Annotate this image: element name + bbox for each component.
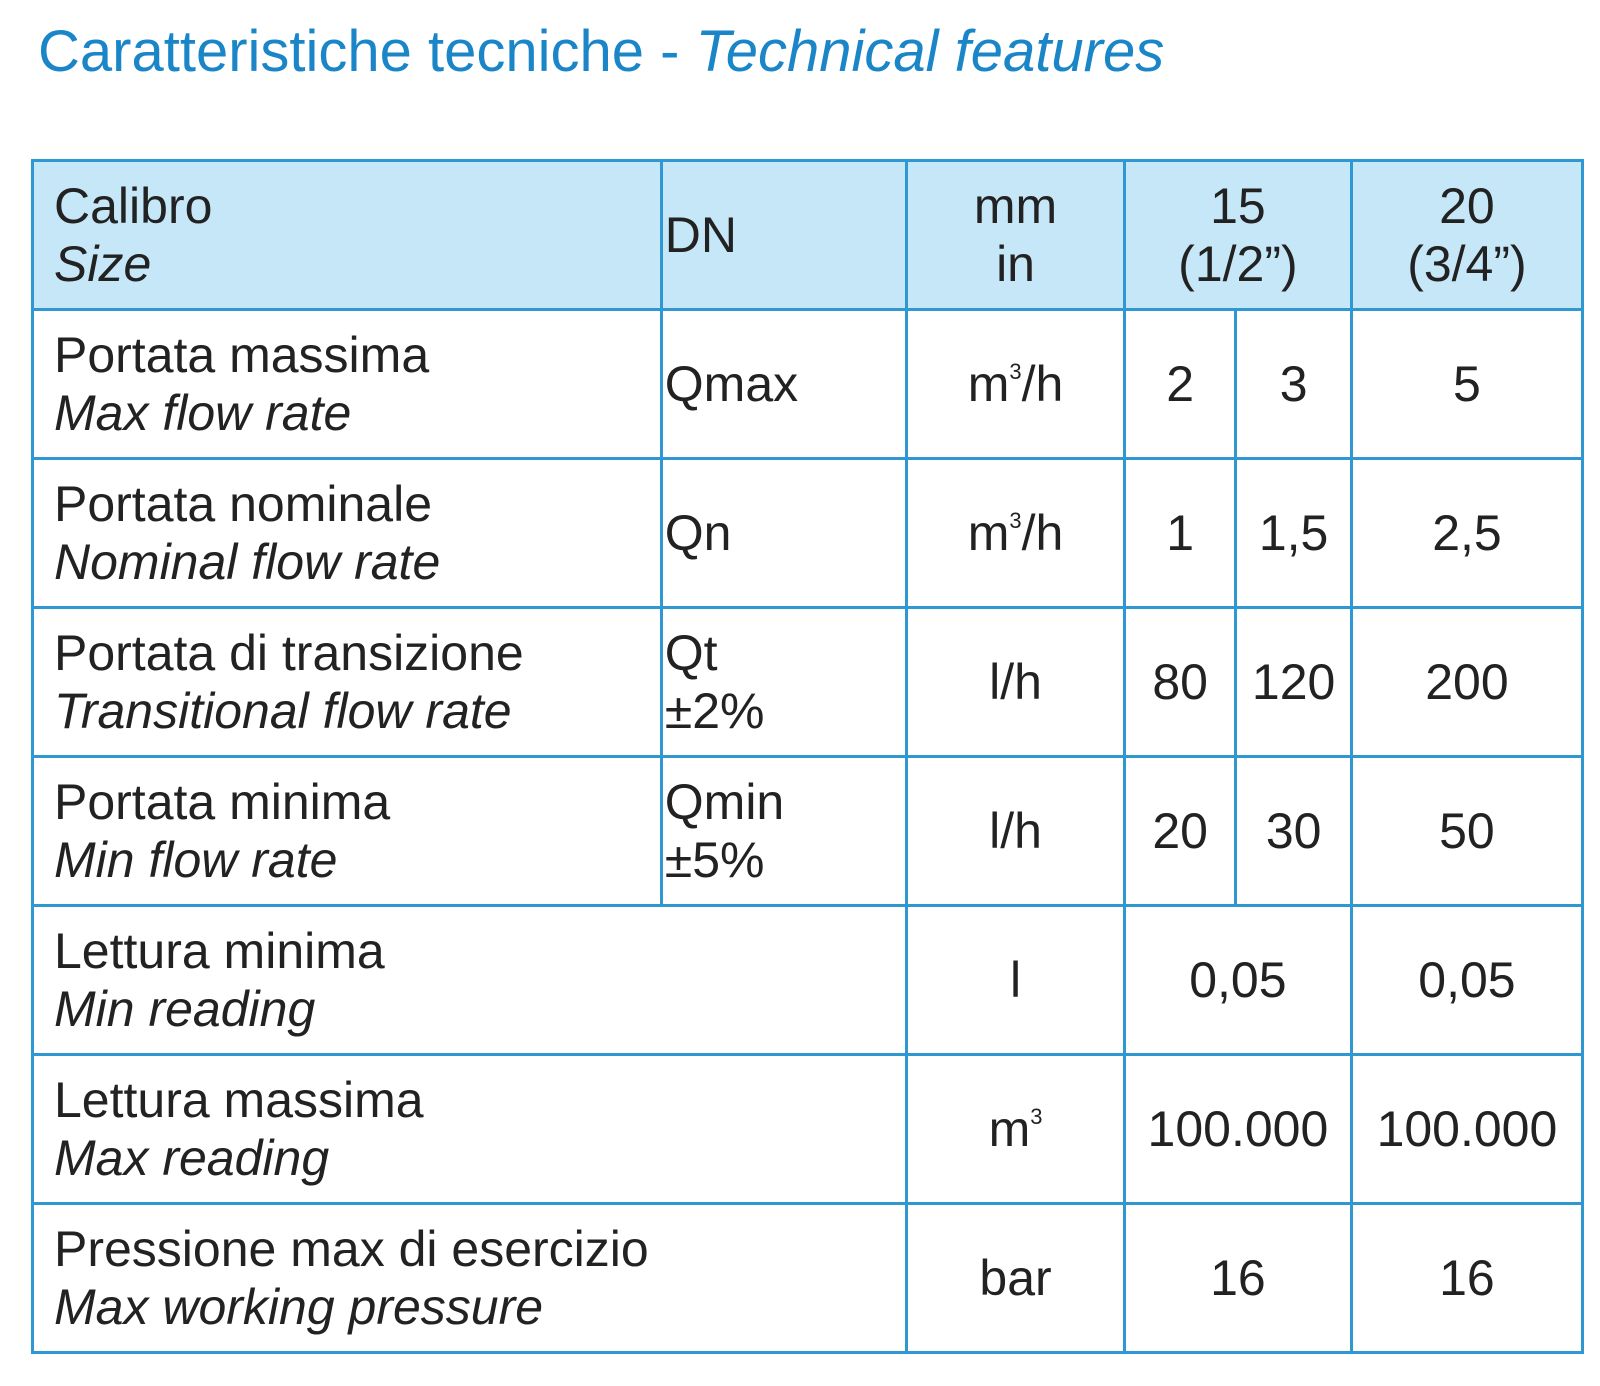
row-label-it: Pressione max di esercizio [54,1221,649,1277]
row-value-20: 16 [1351,1204,1582,1353]
header-symbol-text: DN [664,207,737,263]
row-value-15: 0,05 [1124,906,1351,1055]
header-size1-in: (1/2”) [1178,236,1298,292]
row-label-en: Max flow rate [54,385,352,441]
row-value-20: 50 [1351,757,1582,906]
row-unit: l/h [907,608,1125,757]
row-unit [907,310,1125,459]
row-label-en: Max working pressure [54,1279,544,1335]
row-value-15b: 1,5 [1236,459,1352,608]
title-italian: Caratteristiche tecniche - [38,19,696,84]
header-symbol [661,161,906,310]
header-label-en: Size [54,236,152,292]
row-unit [907,459,1125,608]
row-label [33,757,662,906]
row-value-20: 100.000 [1351,1055,1582,1204]
table-row [33,310,1583,459]
row-symbol-text: Qn [664,505,732,561]
unit-superscript: 3 [1009,508,1022,533]
row-symbol [661,310,906,459]
row-value-15: 16 [1124,1204,1351,1353]
technical-features-table [31,159,1584,1354]
header-size2-mm: 20 [1439,178,1495,234]
row-value-15a: 20 [1124,757,1235,906]
row-unit: l [907,906,1125,1055]
table-row [33,906,1583,1055]
table-header-row [33,161,1583,310]
header-size-20 [1351,161,1582,310]
page-title [38,12,1164,92]
row-value-20: 0,05 [1351,906,1582,1055]
header-size1-mm: 15 [1210,178,1266,234]
row-label-en: Min reading [54,981,316,1037]
table-row [33,1204,1583,1353]
header-size2-in: (3/4”) [1407,236,1527,292]
row-value-15b: 30 [1236,757,1352,906]
row-value-15a: 80 [1124,608,1235,757]
table-row [33,608,1583,757]
header-unit-in: in [996,236,1035,292]
header-unit [907,161,1125,310]
unit-base: m [967,356,1010,412]
row-value-15: 100.000 [1124,1055,1351,1204]
row-unit [907,1055,1125,1204]
row-symbol [661,459,906,608]
row-label-it: Lettura minima [54,923,385,979]
unit-suffix: /h [1021,356,1064,412]
header-label-it: Calibro [54,178,213,234]
row-value-20: 2,5 [1351,459,1582,608]
unit-base: m [988,1101,1031,1157]
row-label-en: Nominal flow rate [54,534,441,590]
row-value-20: 5 [1351,310,1582,459]
row-unit: bar [907,1204,1125,1353]
row-label [33,1204,907,1353]
row-symbol [661,608,906,757]
row-symbol-text: Qt [664,625,718,681]
row-symbol-tolerance: ±2% [664,683,765,739]
row-value-15a: 2 [1124,310,1235,459]
row-label [33,608,662,757]
unit-base: m [967,505,1010,561]
row-label [33,459,662,608]
title-english: Technical features [695,19,1165,84]
row-symbol-tolerance: ±5% [664,832,765,888]
row-value-15b: 3 [1236,310,1352,459]
row-value-15a: 1 [1124,459,1235,608]
row-value-15b: 120 [1236,608,1352,757]
table-row [33,757,1583,906]
row-label [33,1055,907,1204]
row-label [33,906,907,1055]
header-size-15 [1124,161,1351,310]
row-label-en: Min flow rate [54,832,338,888]
row-label-en: Max reading [54,1130,330,1186]
header-size-label [33,161,662,310]
row-label-it: Portata massima [54,327,430,383]
row-unit: l/h [907,757,1125,906]
unit-superscript: 3 [1009,359,1022,384]
row-label-it: Portata di transizione [54,625,524,681]
row-symbol [661,757,906,906]
row-symbol-text: Qmax [664,356,799,412]
header-unit-mm: mm [973,178,1058,234]
row-value-20: 200 [1351,608,1582,757]
row-label-it: Portata minima [54,774,391,830]
row-symbol-text: Qmin [664,774,785,830]
unit-suffix: /h [1021,505,1064,561]
table-row [33,459,1583,608]
table-row [33,1055,1583,1204]
unit-superscript: 3 [1030,1104,1043,1129]
row-label-it: Portata nominale [54,476,433,532]
row-label-en: Transitional flow rate [54,683,512,739]
row-label [33,310,662,459]
row-label-it: Lettura massima [54,1072,424,1128]
